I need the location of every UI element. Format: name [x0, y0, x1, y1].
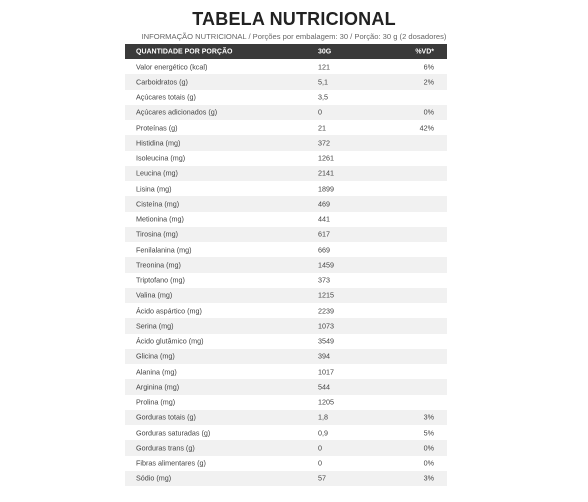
nutrient-cell: Arginina (mg)	[136, 382, 180, 392]
nutrient-cell: Ácido aspártico (mg)	[136, 306, 202, 316]
portion-cell: 2141	[318, 168, 334, 178]
nutrient-cell: Sódio (mg)	[136, 473, 172, 483]
table-row	[125, 471, 447, 486]
portion-cell: 544	[318, 382, 330, 392]
table-row	[125, 303, 447, 318]
nutrient-cell: Proteínas (g)	[136, 123, 178, 133]
daily-value-cell: 42%	[419, 123, 434, 133]
nutrient-cell: Metionina (mg)	[136, 214, 184, 224]
portion-cell: 1899	[318, 184, 334, 194]
portion-cell: 21	[318, 123, 326, 133]
table-row	[125, 288, 447, 303]
nutrient-cell: Isoleucina (mg)	[136, 153, 186, 163]
portion-cell: 617	[318, 229, 330, 239]
portion-cell: 3,5	[318, 92, 328, 102]
portion-cell: 1261	[318, 153, 334, 163]
table-row	[125, 135, 447, 150]
nutrient-cell: Glicina (mg)	[136, 351, 175, 361]
table-row	[125, 90, 447, 105]
portion-cell: 121	[318, 62, 330, 72]
nutrient-cell: Triptofano (mg)	[136, 275, 185, 285]
table-row	[125, 334, 447, 349]
table-row	[125, 440, 447, 455]
table-header-row	[125, 44, 447, 59]
portion-cell: 1215	[318, 290, 334, 300]
nutrient-cell: Açúcares adicionados (g)	[136, 107, 218, 117]
table-row	[125, 318, 447, 333]
nutrient-cell: Valina (mg)	[136, 290, 173, 300]
nutrient-cell: Tirosina (mg)	[136, 229, 179, 239]
table-row	[125, 181, 447, 196]
portion-cell: 372	[318, 138, 330, 148]
nutrient-cell: Valor energético (kcal)	[136, 62, 208, 72]
nutrient-cell: Serina (mg)	[136, 321, 174, 331]
table-row	[125, 456, 447, 471]
table-row	[125, 257, 447, 272]
table-row	[125, 349, 447, 364]
table-row	[125, 410, 447, 425]
table-row	[125, 242, 447, 257]
nutrient-cell: Cisteína (mg)	[136, 199, 180, 209]
portion-cell: 0	[318, 443, 322, 453]
table-row	[125, 105, 447, 120]
portion-cell: 5,1	[318, 77, 328, 87]
daily-value-cell: 5%	[423, 428, 434, 438]
daily-value-cell: 0%	[423, 443, 434, 453]
nutrient-cell: Alanina (mg)	[136, 367, 177, 377]
portion-cell: 394	[318, 351, 330, 361]
daily-value-cell: 0%	[423, 458, 434, 468]
nutrient-cell: Histidina (mg)	[136, 138, 181, 148]
table-row	[125, 59, 447, 74]
portion-cell: 0	[318, 107, 322, 117]
table-row	[125, 151, 447, 166]
page-subtitle: INFORMAÇÃO NUTRICIONAL / Porções por embalagem: 30 / Porção: 30 g (2 dosadores)	[141, 32, 447, 41]
portion-cell: 373	[318, 275, 330, 285]
nutrient-cell: Gorduras totais (g)	[136, 412, 196, 422]
daily-value-cell: 6%	[423, 62, 434, 72]
table-row	[125, 379, 447, 394]
table-row	[125, 425, 447, 440]
portion-cell: 441	[318, 214, 330, 224]
table-body	[125, 59, 447, 486]
nutrient-cell: Açúcares totais (g)	[136, 92, 196, 102]
portion-cell: 1017	[318, 367, 334, 377]
nutrient-cell: Gorduras trans (g)	[136, 443, 195, 453]
column-header-daily-value: %VD*	[415, 48, 434, 55]
page-title: TABELA NUTRICIONAL	[192, 9, 396, 29]
table-row	[125, 273, 447, 288]
portion-cell: 2239	[318, 306, 334, 316]
nutrient-cell: Carboidratos (g)	[136, 77, 188, 87]
portion-cell: 1073	[318, 321, 334, 331]
nutrient-cell: Leucina (mg)	[136, 168, 178, 178]
table-row	[125, 120, 447, 135]
nutrient-cell: Fibras alimentares (g)	[136, 458, 206, 468]
portion-cell: 1459	[318, 260, 334, 270]
table-row	[125, 212, 447, 227]
table-row	[125, 166, 447, 181]
daily-value-cell: 3%	[423, 412, 434, 422]
portion-cell: 1205	[318, 397, 334, 407]
portion-cell: 57	[318, 473, 326, 483]
column-header-nutrient: QUANTIDADE POR PORÇÃO	[136, 48, 233, 55]
portion-cell: 669	[318, 245, 330, 255]
daily-value-cell: 3%	[423, 473, 434, 483]
table-row	[125, 364, 447, 379]
nutrient-cell: Fenilalanina (mg)	[136, 245, 192, 255]
nutrient-cell: Treonina (mg)	[136, 260, 181, 270]
nutrient-cell: Lisina (mg)	[136, 184, 172, 194]
table-row	[125, 395, 447, 410]
nutrient-cell: Prolina (mg)	[136, 397, 176, 407]
portion-cell: 0,9	[318, 428, 328, 438]
portion-cell: 469	[318, 199, 330, 209]
portion-cell: 1,8	[318, 412, 328, 422]
table-row	[125, 196, 447, 211]
portion-cell: 0	[318, 458, 322, 468]
column-header-portion: 30G	[318, 48, 332, 55]
table-row	[125, 74, 447, 89]
portion-cell: 3549	[318, 336, 334, 346]
daily-value-cell: 0%	[423, 107, 434, 117]
nutrient-cell: Ácido glutâmico (mg)	[136, 336, 204, 346]
nutrient-cell: Gorduras saturadas (g)	[136, 428, 211, 438]
table-row	[125, 227, 447, 242]
nutrition-table	[125, 44, 447, 486]
daily-value-cell: 2%	[423, 77, 434, 87]
